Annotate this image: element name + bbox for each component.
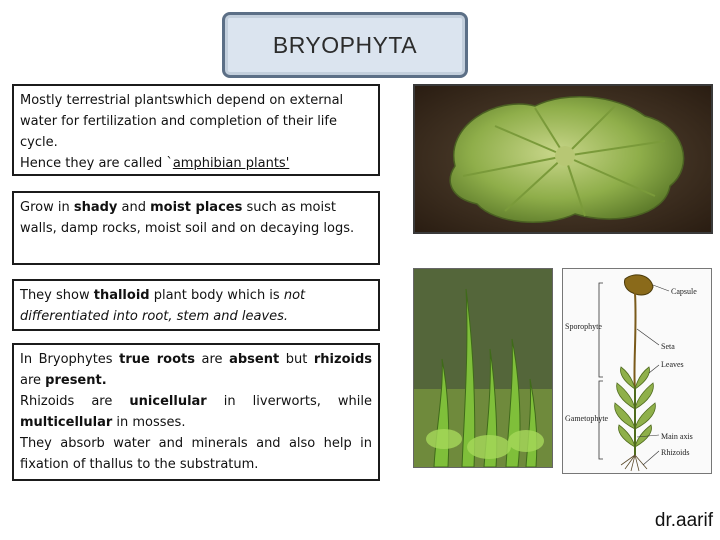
roots-text-4: are: [20, 373, 46, 388]
label-gametophyte: Gametophyte: [565, 414, 609, 423]
label-capsule: Capsule: [671, 287, 697, 296]
label-main-axis: Main axis: [661, 432, 693, 441]
label-leaves: Leaves: [661, 360, 684, 369]
habitat-text-1: Grow in: [20, 200, 74, 215]
roots-rhizoids: rhizoids: [313, 352, 372, 367]
habitat-text-2: and: [117, 200, 151, 215]
rhizoid-multicellular: multicellular: [20, 415, 113, 430]
roots-present: present.: [45, 373, 107, 388]
info-box-habitat: [12, 191, 380, 265]
info-box-terrestrial: [12, 84, 380, 176]
title-banner: [222, 12, 468, 78]
roots-absent: absent: [229, 352, 280, 367]
habitat-moist-places: moist places: [150, 200, 243, 215]
info-box-thalloid: [12, 279, 380, 331]
habitat-shady: shady: [73, 200, 118, 215]
info-box-rhizoids: [12, 343, 380, 481]
moss-plant-photo: [413, 268, 553, 468]
amphibian-term: amphibian plants': [172, 156, 290, 171]
moss-diagram: [562, 268, 712, 474]
label-sporophyte: Sporophyte: [565, 322, 602, 331]
label-seta: Seta: [661, 342, 675, 351]
liverwort-thallus-photo: [413, 84, 713, 234]
rhizoid-text-2: in liverworts, while: [206, 394, 372, 409]
amphibian-prefix: Hence they are called `: [20, 156, 173, 171]
roots-true-roots: true roots: [119, 352, 195, 367]
roots-text-1: In Bryophytes: [20, 352, 120, 367]
thalloid-text-2: plant body which is: [149, 288, 284, 303]
thalloid-term: thalloid: [93, 288, 150, 303]
thalloid-not-differentiated: not differentiated into root, stem and leaves.: [20, 288, 306, 324]
roots-text-2: are: [194, 352, 230, 367]
rhizoid-text-3: in mosses.: [112, 415, 186, 430]
rhizoid-text-1: Rhizoids are: [20, 394, 130, 409]
label-rhizoids: Rhizoids: [661, 448, 690, 457]
thalloid-text-1: They show: [20, 288, 94, 303]
absorb-text: They absorb water and minerals and also help in fixation of thallus to the substratum.: [20, 436, 372, 472]
author-credit: dr.aarif: [654, 510, 713, 531]
page-title: BRYOPHYTA: [272, 31, 418, 58]
roots-text-3: but: [279, 352, 314, 367]
terrestrial-text: Mostly terrestrial plantswhich depend on external water for fertilization and completion of their life cycle.: [20, 93, 344, 150]
habitat-text-3: such as moist walls, damp rocks, moist soil and on decaying logs.: [20, 200, 355, 236]
rhizoid-unicellular: unicellular: [129, 394, 207, 409]
